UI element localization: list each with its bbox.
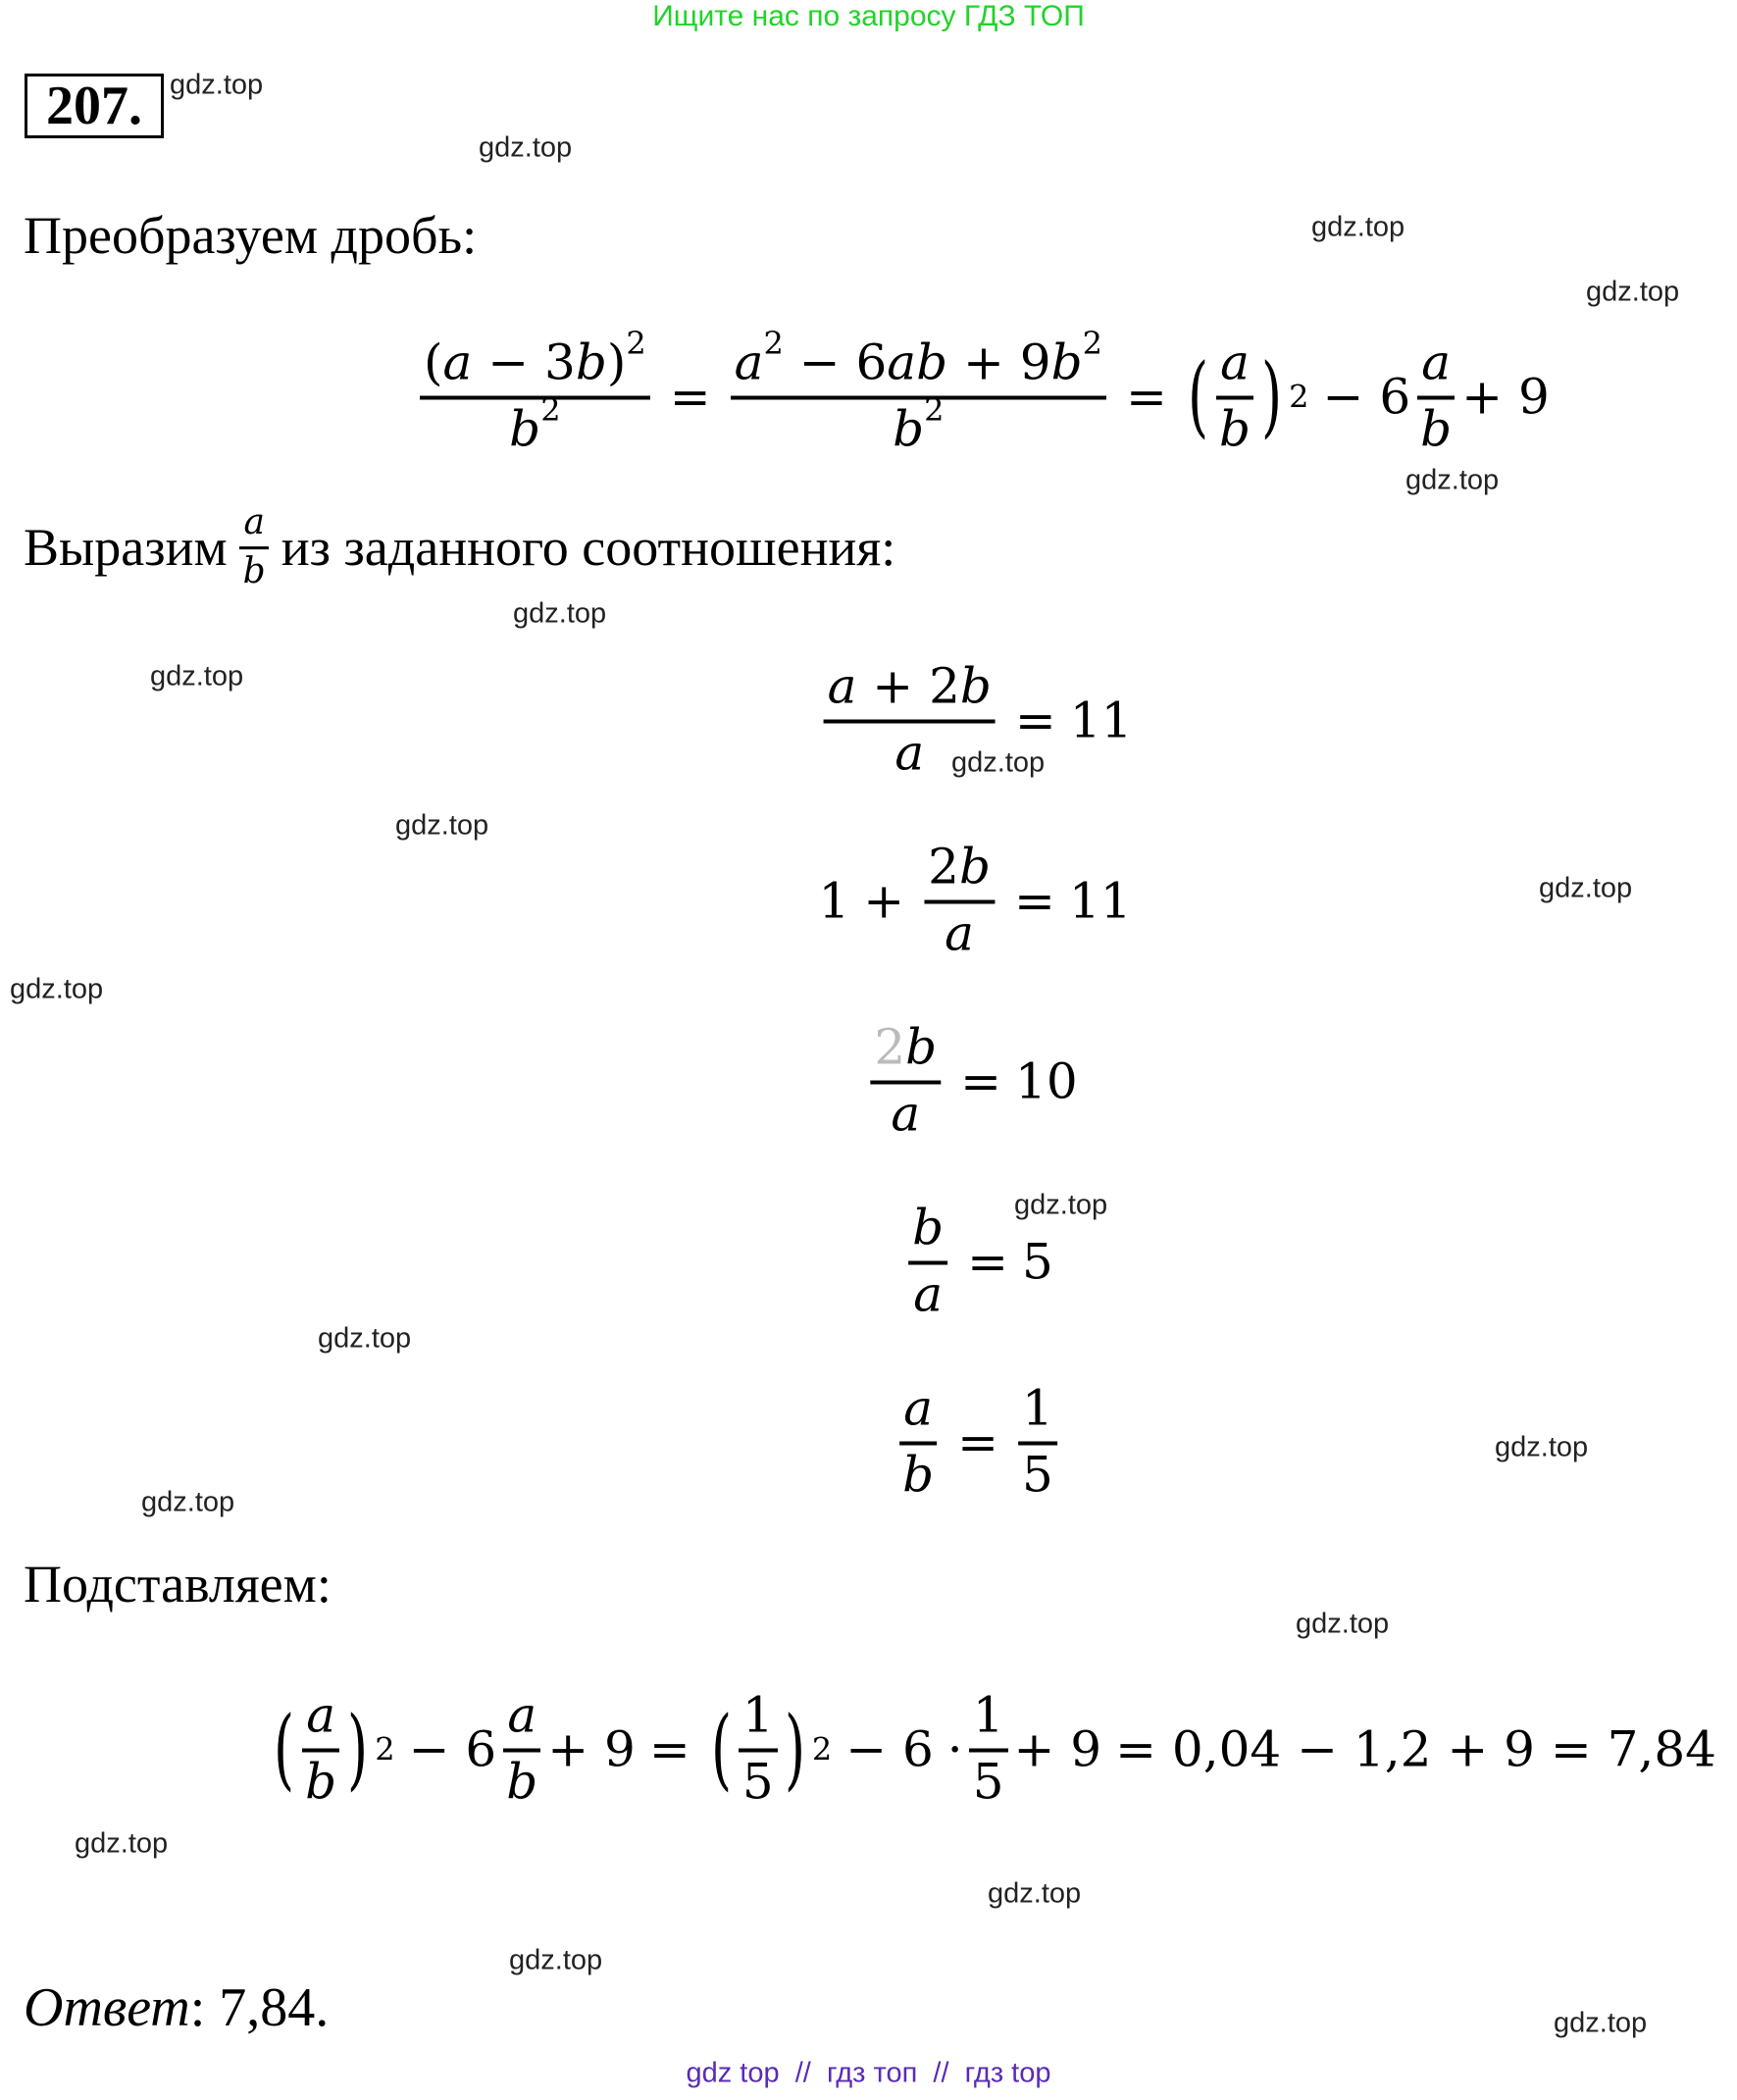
watermark: gdz.top [75, 1827, 169, 1860]
problem-number: 207. [25, 74, 164, 138]
equation-step-1: 1 + $\frac{2b}{a}$ = 11 [818, 838, 1132, 961]
fraction: $\frac{a}{b}$ [1416, 335, 1456, 458]
answer-label: Ответ [24, 1977, 190, 2038]
watermark: gdz.top [1554, 2007, 1648, 2039]
watermark: gdz.top [479, 131, 573, 164]
fraction: $\frac{a^2 - 6ab + 9b^2}{b^2}$ [731, 335, 1106, 458]
equation-substitution: ( $\frac{a}{b}$ ) 2 − 6 $\frac{a}{b}$ + 9 = ( $\frac{1}{5}$ ) 2 − 6 · $\frac{1}{5}$ + 9 = 0,04 − 1,2 + 9 = 7,84 [274, 1686, 1716, 1810]
watermark: gdz.top [10, 973, 104, 1005]
watermark: gdz.top [1405, 464, 1500, 496]
equation-result: $\frac{a}{b}$ = $\frac{1}{5}$ [893, 1381, 1063, 1504]
equation-step-2: $\frac{2b}{a}$ = 10 [864, 1020, 1077, 1143]
watermark: gdz.top [1296, 1608, 1390, 1640]
fraction: $\frac{a}{b}$ [1215, 335, 1254, 458]
watermark: gdz.top [395, 809, 489, 842]
watermark: gdz.top [170, 69, 264, 101]
equation-expand: $\frac{(a - 3b)^2}{b^2}$ = $\frac{a^2 - 6ab + 9b^2}{b^2}$ = ( $\frac{a}{b}$ ) 2 − 6 $\frac{a}{b}$ + 9 [414, 335, 1550, 458]
heading-substitute: Подставляем: [24, 1555, 332, 1613]
heading-express: Выразим $\frac{a}{b}$ из заданного соотношения: [24, 502, 896, 592]
search-banner: Ищите нас по запросу ГДЗ ТОП [652, 0, 1085, 32]
fraction: $\frac{(a - 3b)^2}{b^2}$ [420, 335, 650, 458]
watermark: gdz.top [150, 660, 244, 692]
watermark: gdz.top [141, 1486, 235, 1518]
watermark: gdz.top [1539, 872, 1633, 904]
equation-given: $\frac{a + 2b}{a}$ = 11 [818, 659, 1133, 782]
watermark: gdz.top [318, 1322, 412, 1355]
watermark: gdz.top [513, 597, 607, 630]
footer-links[interactable]: gdz top // гдз топ // гдз top [686, 2057, 1051, 2089]
watermark: gdz.top [1495, 1431, 1589, 1463]
heading-transform: Преобразуем дробь: [24, 206, 478, 265]
watermark: gdz.top [1014, 1189, 1108, 1221]
answer-value: : 7,84. [189, 1977, 330, 2038]
watermark: gdz.top [509, 1944, 603, 1976]
watermark: gdz.top [1586, 276, 1680, 308]
answer [24, 1976, 329, 2039]
watermark: gdz.top [988, 1877, 1082, 1910]
equation-step-3: $\frac{b}{a}$ = 5 [902, 1201, 1053, 1323]
watermark: gdz.top [1311, 211, 1405, 243]
watermark: gdz.top [951, 746, 1046, 779]
